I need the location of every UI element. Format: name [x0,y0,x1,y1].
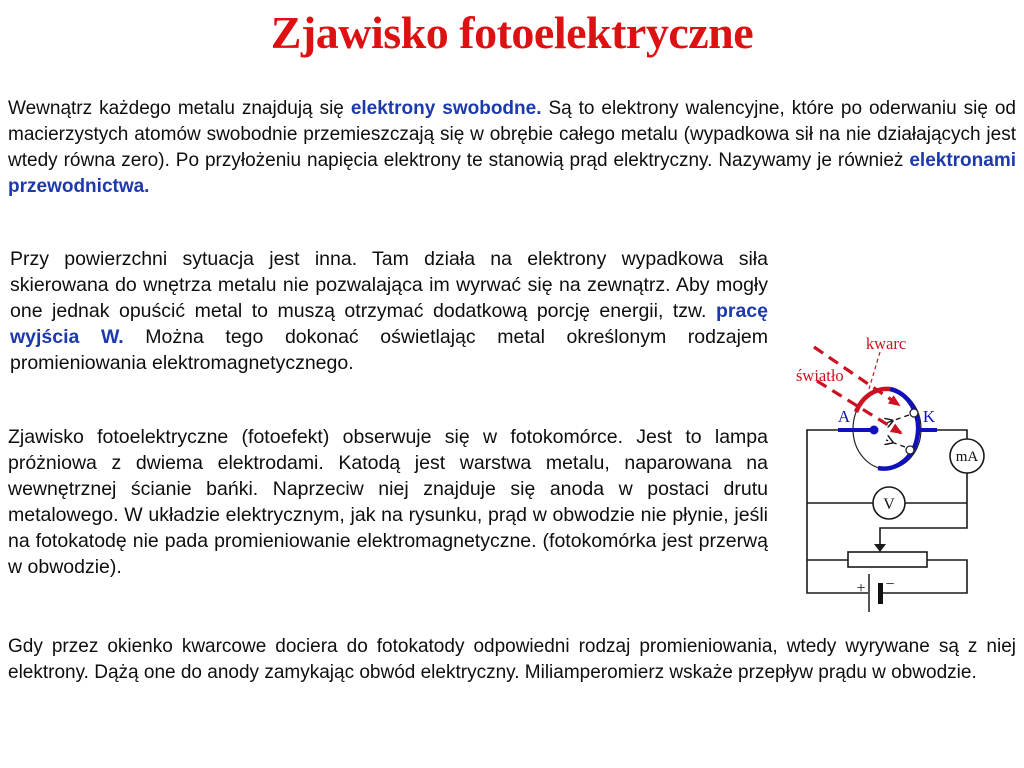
potentiometer [848,552,927,567]
light-label: światło [796,366,844,385]
photocell-bulb [838,389,937,469]
battery-minus-label: − [885,576,895,593]
voltmeter-label: V [883,496,895,513]
paragraph-work-function: Przy powierzchni sytuacja jest inna. Tam działa na elektrony wypadkowa siła skierowana do wnętrza metalu nie pozwalająca im wyrwać się na zewnątrz. Aby mogły one jednak opuścić metal to muszą otrzymać dodatkową porcję energii, tzw. pracę wyjścia W. Można tego dokonać oświetlając metal określonym rodzajem promieniowania elektromagnetycznego. [10,248,768,374]
electron-path-arrow [886,415,909,423]
milliammeter-label: mA [955,449,979,465]
quartz-window-arc [856,389,890,412]
cathode-label: K [922,407,936,426]
battery-plus-label: + [856,580,866,597]
anode-label: A [837,407,851,426]
milliammeter [950,439,984,473]
photocell-circuit-diagram [780,330,1024,630]
electron-path-arrow [886,440,905,447]
anode-tip [870,426,879,435]
electron-icon [910,409,918,417]
quartz-pointer-line [869,352,880,389]
voltmeter [873,487,905,519]
paragraph-photocell-description: Zjawisko fotoelektryczne (fotoefekt) obserwuje się w fotokomórce. Jest to lampa próżniowa z dwiema elektrodami. Katodą jest warstwa metalu, naparowana na wewnętrznej ścianie bańki. Naprzeciw niej znajduje się anoda w postaci drutu metalowego. W układzie elektrycznym, jak na rysunku, prąd w obwodzie nie płynie, jeśli na fotokatodę nie pada promieniowanie elektromagnetyczne. (fotokomórka jest przerwą w obwodzie). [8,426,768,578]
paragraph-free-electrons: Wewnątrz każdego metalu znajdują się elektrony swobodne. Są to elektrony walencyjne, które po oderwaniu się od macierzystych atomów swobodnie przemieszczają się w obrębie całego metalu (wypadkowa sił na nie działających jest wtedy równa zero). Po przyłożeniu napięcia elektrony te stanowią prąd elektryczny. Nazywamy je również elektronami przewodnictwa. [8,98,1016,197]
potentiometer-wiper-arrow [874,544,886,552]
paragraph-photocurrent: Gdy przez okienko kwarcowe dociera do fotokatody odpowiedni rodzaj promieniowania, wtedy wyrywane są z niej elektrony. Dążą one do anody zamykając obwód elektryczny. Miliamperomierz wskaże przepływ prądu w obwodzie. [8,636,1016,683]
electron-icon [906,446,914,454]
emitted-electrons [886,409,918,454]
page-title: Zjawisko fotoelektryczne [270,7,754,58]
wire-left-loop [807,430,868,593]
quartz-label: kwarc [865,334,907,353]
